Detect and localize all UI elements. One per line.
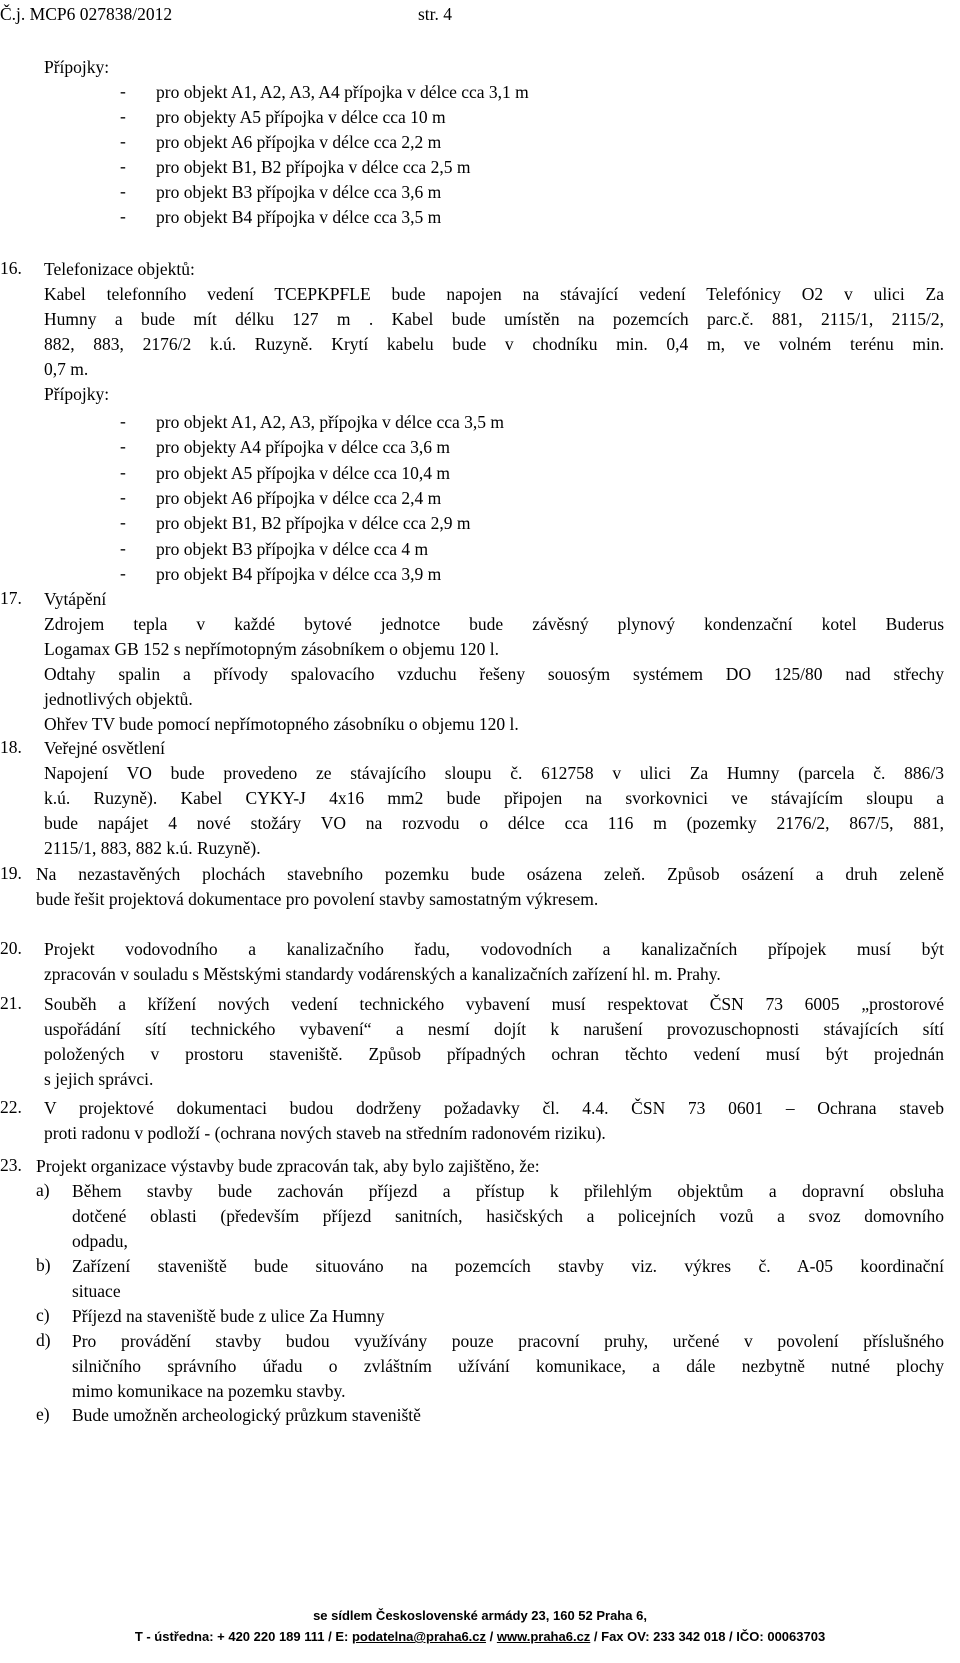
body-line: proti radonu v podloží - (ochrana nových staveb na středním radonovém riziku). <box>44 1123 606 1143</box>
email-link[interactable]: podatelna@praha6.cz <box>351 1629 487 1644</box>
item-line: dotčené oblasti (především příjezd sanitních, hasičských a policejních vozů a svoz domovního <box>72 1206 944 1226</box>
item-letter: a) <box>36 1180 50 1200</box>
body-line: Odtahy spalin a přívody spalovacího vzduchu řešeny souosým systémem DO 125/80 nad střechy <box>44 664 944 684</box>
body-line: jednotlivých objektů. <box>44 689 193 709</box>
body-line: Zdrojem tepla v každé bytové jednotce bude závěsný plynový kondenzační kotel Buderus <box>44 614 944 634</box>
list-dash: - <box>120 181 126 201</box>
list-item: pro objekt A1, A2, A3, A4 přípojka v délce cca 3,1 m <box>156 82 529 102</box>
list-item: pro objekt A5 přípojka v délce cca 10,4 m <box>156 462 451 483</box>
body-line: uspořádání sítí technického vybavení“ a nesmí dojít k narušení provozuschopnosti stávajících sítí <box>44 1019 944 1039</box>
section-number: 19. <box>0 863 22 883</box>
item-line: situace <box>72 1281 121 1301</box>
body-line: bude řešit projektová dokumentace pro povolení stavby samostatným výkresem. <box>36 889 599 909</box>
body-line: Projekt vodovodního a kanalizačního řadu, vodovodních a kanalizačních přípojek musí být <box>44 939 944 959</box>
list-dash: - <box>120 537 126 558</box>
item-line: odpadu, <box>72 1231 128 1251</box>
body-line: V projektové dokumentaci budou dodrženy požadavky čl. 4.4. ČSN 73 0601 – Ochrana staveb <box>44 1098 944 1118</box>
item-line: Příjezd na staveniště bude z ulice Za Humny <box>72 1306 385 1326</box>
footer-address: se sídlem Československé armády 23, 160 52 Praha 6, <box>313 1608 647 1623</box>
body-line: Kabel telefonního vedení TCEPKPFLE bude napojen na stávající vedení Telefónicy O2 v ulici Za <box>44 284 944 304</box>
section-number: 20. <box>0 938 22 958</box>
body-line: bude napájet 4 nové stožáry VO na rozvodu o délce cca 116 m (pozemky 2176/2, 867/5, 881, <box>44 813 944 833</box>
document-reference: Č.j. MCP6 027838/2012 <box>0 4 173 24</box>
list-item: pro objekt B3 přípojka v délce cca 3,6 m <box>156 182 442 202</box>
list-item: pro objekty A4 přípojka v délce cca 3,6 m <box>156 437 451 458</box>
website-link[interactable]: www.praha6.cz <box>496 1629 591 1644</box>
list-dash: - <box>120 512 126 533</box>
section-number: 17. <box>0 588 22 608</box>
item-line: Bude umožněn archeologický průzkum staveniště <box>72 1405 421 1425</box>
item-line: silničního správního úřadu o zvláštním užívání komunikace, a dále nezbytně nutné plochy <box>72 1356 944 1376</box>
list-dash: - <box>120 562 126 583</box>
section-number: 23. <box>0 1155 22 1175</box>
section-number: 21. <box>0 993 22 1013</box>
footer-phone: T - ústředna: + 420 220 189 111 / E: <box>134 1629 352 1644</box>
section-title: Veřejné osvětlení <box>44 738 165 758</box>
list-item: pro objekt B3 přípojka v délce cca 4 m <box>156 538 429 559</box>
section-title: Vytápění <box>44 589 107 609</box>
body-line: Logamax GB 152 s nepřímotopným zásobníkem o objemu 120 l. <box>44 639 499 659</box>
item-letter: b) <box>36 1255 51 1275</box>
body-line: 0,7 m. <box>44 359 89 379</box>
page-number: str. 4 <box>418 4 453 24</box>
list-item: pro objekt B4 přípojka v délce cca 3,5 m <box>156 207 442 227</box>
section-heading: Přípojky: <box>44 384 110 404</box>
list-dash: - <box>120 461 126 482</box>
list-item: pro objekt B1, B2 přípojka v délce cca 2,9 m <box>156 513 471 534</box>
body-line: 882, 883, 2176/2 k.ú. Ruzyně. Krytí kabelu bude v chodníku min. 0,4 m, ve volném terénu min. <box>44 334 944 354</box>
item-line: mimo komunikace na pozemku stavby. <box>72 1381 346 1401</box>
list-dash: - <box>120 411 126 431</box>
body-line: Humny a bude mít délku 127 m . Kabel bude umístěn na pozemcích parc.č. 881, 2115/1, 2115/2, <box>44 309 944 329</box>
list-dash: - <box>120 156 126 176</box>
body-line: 2115/1, 883, 882 k.ú. Ruzyně). <box>44 838 261 858</box>
body-line: Napojení VO bude provedeno ze stávajícího sloupu č. 612758 v ulici Za Humny (parcela č. 886/3 <box>44 763 944 783</box>
section-number: 22. <box>0 1097 22 1117</box>
list-dash: - <box>120 131 126 151</box>
list-item: pro objekt A1, A2, A3, přípojka v délce cca 3,5 m <box>156 412 504 432</box>
body-line: zpracován v souladu s Městskými standardy vodárenských a kanalizačních zařízení hl. m. Prahy. <box>44 964 721 984</box>
body-line: položených v prostoru staveniště. Způsob případných ochran těchto vedení musí být projednán <box>44 1044 944 1064</box>
body-line: Na nezastavěných plochách stavebního pozemku bude osázena zeleň. Způsob osázení a druh zeleně <box>36 864 944 884</box>
section-number: 16. <box>0 258 22 278</box>
section-title: Telefonizace objektů: <box>44 259 195 279</box>
list-dash: - <box>120 81 126 101</box>
footer-contacts <box>0 1629 960 1644</box>
body-line: k.ú. Ruzyně). Kabel CYKY-J 4x16 mm2 bude připojen na svorkovnici ve stávajícím sloupu a <box>44 788 944 808</box>
list-item: pro objekt A6 přípojka v délce cca 2,2 m <box>156 132 442 152</box>
item-letter: d) <box>36 1330 51 1350</box>
section-heading: Přípojky: <box>44 57 110 77</box>
list-dash: - <box>120 486 126 507</box>
footer-separator: / <box>486 1629 497 1644</box>
list-dash: - <box>120 206 126 226</box>
body-line: s jejich správci. <box>44 1069 154 1089</box>
item-letter: c) <box>36 1305 50 1325</box>
section-intro: Projekt organizace výstavby bude zpracován tak, aby bylo zajištěno, že: <box>36 1156 540 1176</box>
list-item: pro objekt B1, B2 přípojka v délce cca 2,5 m <box>156 157 471 177</box>
list-item: pro objekt A6 přípojka v délce cca 2,4 m <box>156 487 442 508</box>
footer-fax-ico: / Fax OV: 233 342 018 / IČO: 00063703 <box>590 1629 826 1644</box>
item-line: Během stavby bude zachován příjezd a přístup k přilehlým objektům a dopravní obsluha <box>72 1181 944 1201</box>
section-number: 18. <box>0 737 22 757</box>
body-line: Ohřev TV bude pomocí nepřímotopného zásobníku o objemu 120 l. <box>44 714 519 734</box>
item-line: Zařízení staveniště bude situováno na pozemcích stavby viz. výkres č. A-05 koordinační <box>72 1256 944 1276</box>
list-item: pro objekt B4 přípojka v délce cca 3,9 m <box>156 563 442 584</box>
list-dash: - <box>120 436 126 457</box>
item-line: Pro provádění stavby budou využívány pouze pracovní pruhy, určené v povolení příslušného <box>72 1331 944 1351</box>
list-item: pro objekty A5 přípojka v délce cca 10 m <box>156 107 446 127</box>
item-letter: e) <box>36 1404 50 1424</box>
list-dash: - <box>120 106 126 126</box>
body-line: Souběh a křížení nových vedení technického vybavení musí respektovat ČSN 73 6005 „prostorové <box>44 994 944 1014</box>
